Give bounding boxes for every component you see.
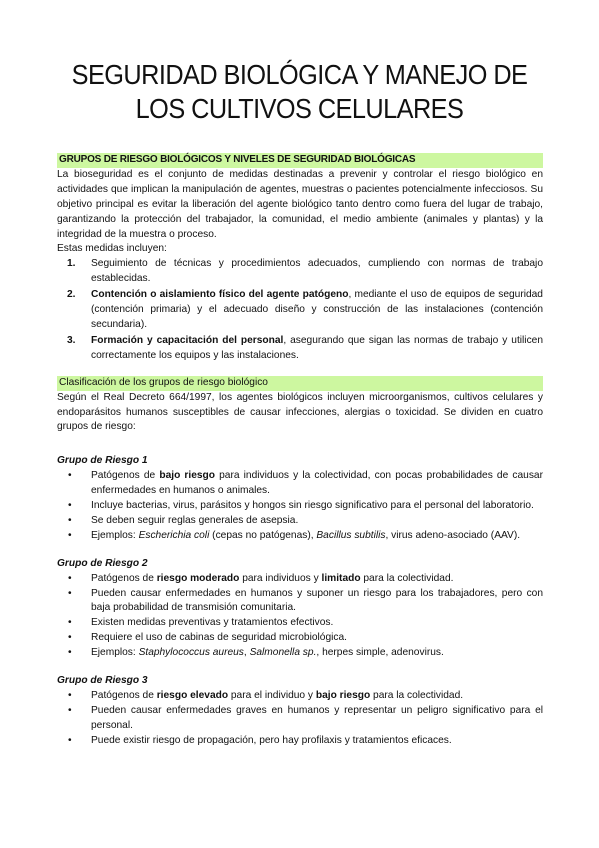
measure-bold-text: Contención o aislamiento físico del agente patógeno [91,289,349,301]
list-item-text: , virus adeno-asociado (AAV). [385,529,521,541]
measure-item-1: 1. Seguimiento de técnicas y procedimientos adecuados, cumpliendo con normas de trabajo establecidas. [67,258,543,285]
list-item-text: , herpes simple, adenovirus. [316,647,444,659]
list-item [57,734,543,749]
bullet-icon: • [68,734,72,746]
bullet-icon: • [68,647,72,659]
list-item-text: Se deben seguir reglas generales de asepsia. [91,514,299,526]
list-item-text: para la colectividad. [360,572,454,584]
group-1-list [57,469,543,544]
measures-list [57,257,543,363]
list-item-text: (cepas no patógenas), [209,529,317,541]
list-item-text: para individuos y [239,572,322,584]
bullet-icon: • [68,617,72,629]
group-1-heading: Grupo de Riesgo 1 [57,455,148,467]
list-item-text: bajo riesgo [315,690,371,701]
classification-paragraph: Según el Real Decreto 664/1997, los agentes biológicos incluyen microorganismos, cultivos celulares y endoparásitos humanos susceptibles de causar infecciones, alergias o toxicidad. Se dividen en cuatro grupos de riesgo: [57,391,543,433]
measure-item-2: 2. Contención o aislamiento físico del agente patógeno, mediante el uso de equipos de seguridad (contención primaria) y el adecuado diseño y construcción de las instalaciones (contención secundaria). [67,289,543,330]
list-item-text: , [243,647,250,659]
list-item-text: para individuos y la colectividad, con pocas probabilidades de causar enfermedades en humanos o animales. [91,470,543,497]
list-item [57,529,543,544]
bullet-icon: • [68,632,72,644]
bullet-icon: • [68,470,72,482]
list-item [57,499,543,514]
document-body [57,153,543,749]
list-item-text: para el individuo y [228,690,316,701]
intro-paragraph: La bioseguridad es el conjunto de medidas destinadas a prevenir y controlar el riesgo biológico en actividades que implican la manipulación de agentes, muestras o pacientes potencialmente infecciosos. Su objetivo principal es evitar la liberación del agente biológico tanto dentro como fuera del lugar de trabajo, garantizando la protección del trabajador, la comunidad, el medio ambiente (animales y plantas) y la integridad de la muestra o proceso. [57,168,543,240]
list-item-text: Ejemplos: [91,647,139,659]
section-heading-classification: Clasificación de los grupos de riesgo biológico [57,376,543,391]
list-item-text: Existen medidas preventivas y tratamientos efectivos. [91,617,334,629]
section-heading-risk-groups: GRUPOS DE RIESGO BIOLÓGICOS Y NIVELES DE SEGURIDAD BIOLÓGICAS [57,153,543,168]
group-3-list [57,689,543,749]
list-item-text: limitado [321,572,361,584]
list-item-text: riesgo elevado [156,690,229,701]
list-item-text: Escherichia coli [138,529,210,541]
list-item-text: Salmonella sp. [249,647,317,659]
bullet-icon: • [68,500,72,512]
measure-item-3: 3. Formación y capacitación del personal, asegurando que sigan las normas de trabajo y utilicen correctamente los equipos y las instalaciones. [67,334,543,361]
bullet-icon: • [68,514,72,526]
list-item [57,572,543,587]
list-item [57,631,543,646]
list-item [57,514,543,529]
list-item [57,587,543,617]
list-item-text: Patógenos de [91,470,160,482]
group-2-heading: Grupo de Riesgo 2 [57,557,148,569]
title-line-2: LOS CULTIVOS CELULARES [135,93,464,124]
list-item-text: Puede existir riesgo de propagación, pero hay profilaxis y tratamientos eficaces. [91,734,452,746]
group-3-heading: Grupo de Riesgo 3 [57,675,148,687]
title-line-1: SEGURIDAD BIOLÓGICA Y MANEJO DE [71,59,528,90]
measures-intro: Estas medidas incluyen: [57,243,167,255]
list-item-text: Staphylococcus aureus [138,647,244,659]
list-item [57,616,543,631]
list-item [57,469,543,499]
group-2-list [57,572,543,661]
list-item-text: Requiere el uso de cabinas de seguridad microbiológica. [91,632,347,644]
measure-bold-text: Formación y capacitación del personal [91,334,284,346]
bullet-icon: • [68,529,72,541]
bullet-icon: • [68,690,72,701]
list-item-text: Patógenos de [91,572,157,584]
bullet-icon: • [68,704,72,716]
list-item-text: para la colectividad. [370,690,464,701]
list-item [57,646,543,661]
bullet-icon: • [68,587,72,599]
list-item-text: bajo riesgo [159,470,215,482]
list-item-text: Ejemplos: [91,529,139,541]
list-item-text: Patógenos de [91,690,157,701]
list-item [57,689,543,704]
list-item-text: Bacillus subtilis [316,529,386,541]
list-item-text: Pueden causar enfermedades graves en humanos y representar un peligro significativo para el personal. [91,704,543,731]
list-item-text: riesgo moderado [156,572,240,584]
bullet-icon: • [68,572,72,584]
list-item-text: Incluye bacterias, virus, parásitos y hongos sin riesgo significativo para el personal del laboratorio. [91,500,534,512]
list-item [57,704,543,734]
page-title [61,58,538,126]
list-item-text: Pueden causar enfermedades en humanos y suponer un riesgo para los trabajadores, pero con baja probabilidad de transmisión comunitaria. [91,587,543,614]
